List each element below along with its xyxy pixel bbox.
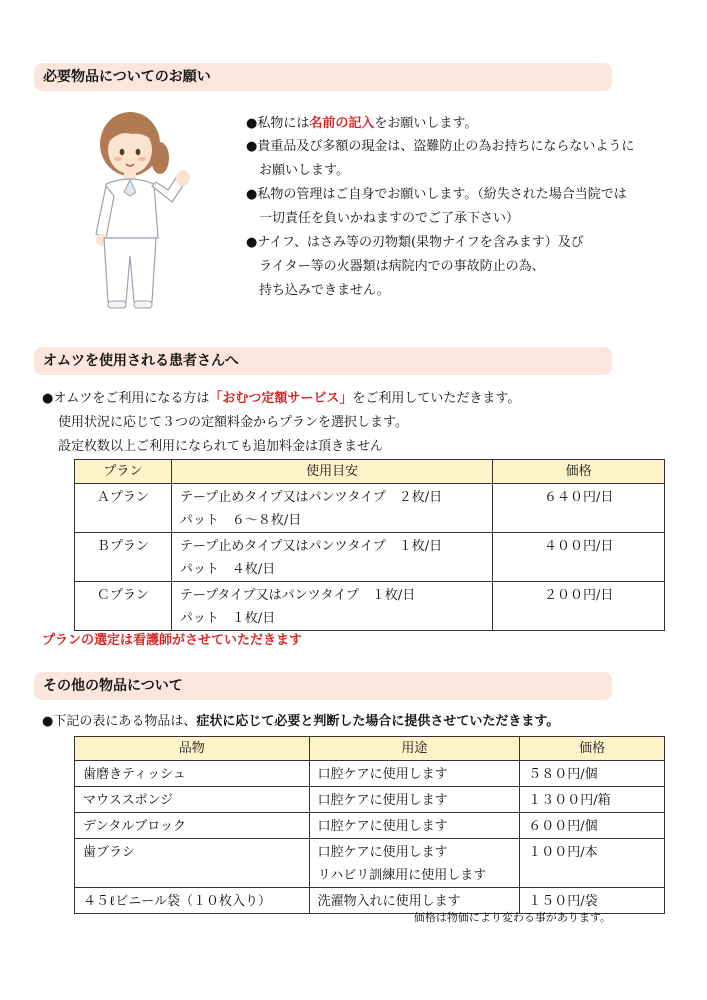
plan-usage: テープ止めタイプ又はパンツタイプ １枚/日 パット ４枚/日 — [171, 533, 492, 582]
plan-name: Ａプラン — [75, 484, 172, 533]
item-price: １５０円/袋 — [520, 888, 665, 914]
item-price: ６００円/個 — [520, 813, 665, 839]
plan-name: Ｂプラン — [75, 533, 172, 582]
item-purpose: 口腔ケアに使用します — [309, 761, 520, 787]
header-usage: 使用目安 — [171, 460, 492, 484]
bullet-valuables-line1: ●貴重品及び多額の現金は、盗難防止の為お持ちにならないように — [246, 139, 635, 154]
item-name: ４５ℓビニール袋（１０枚入り） — [75, 888, 310, 914]
bullet-management-line2: 一切責任を負いかねますのでご了承下さい） — [259, 211, 520, 226]
table-row — [75, 787, 665, 813]
bullet-knives-line1: ●ナイフ、はさみ等の刃物類(果物ナイフを含みます）及び — [246, 235, 584, 250]
item-purpose: 口腔ケアに使用します — [309, 787, 520, 813]
table-row — [75, 533, 665, 582]
header-item: 品物 — [75, 737, 310, 761]
section-header-other-items: その他の物品について — [34, 672, 612, 700]
header-purpose: 用途 — [309, 737, 520, 761]
table-row — [75, 484, 665, 533]
plan-name: Ｃプラン — [75, 582, 172, 631]
bullet-valuables-line2: お願いします。 — [259, 163, 349, 178]
diaper-plan-table — [74, 459, 665, 631]
bullet-management-line1: ●私物の管理はご自身でお願いします。（紛失された場合当院では — [246, 187, 627, 202]
item-name: 歯ブラシ — [75, 839, 310, 888]
item-purpose: 口腔ケアに使用します リハビリ訓練用に使用します — [309, 839, 520, 888]
other-items-intro: ●下記の表にある物品は、症状に応じて必要と判断した場合に提供させていただきます。 — [42, 714, 560, 729]
table-header-row — [75, 737, 665, 761]
item-price: ５８０円/個 — [520, 761, 665, 787]
price-change-note: 価格は物価により変わる事があります。 — [413, 911, 611, 924]
item-name: 歯磨きティッシュ — [75, 761, 310, 787]
table-row — [75, 839, 665, 888]
header-plan: プラン — [75, 460, 172, 484]
section-header-supplies: 必要物品についてのお願い — [34, 63, 612, 91]
nurse-illustration — [88, 106, 200, 316]
plan-price: ４００円/日 — [493, 533, 665, 582]
diaper-extra-fee-info: 設定枚数以上ご利用になられても追加料金は頂きません — [58, 439, 384, 454]
bullet-knives-line3: 持ち込みできません。 — [259, 283, 390, 298]
item-name: デンタルブロック — [75, 813, 310, 839]
header-price: 価格 — [493, 460, 665, 484]
item-price: １３００円/箱 — [520, 787, 665, 813]
item-name: マウススポンジ — [75, 787, 310, 813]
plan-price: ２００円/日 — [493, 582, 665, 631]
table-row — [75, 582, 665, 631]
diaper-intro: ●オムツをご利用になる方は「おむつ定額サービス」をご利用していただきます。 — [42, 391, 521, 406]
item-purpose: 洗濯物入れに使用します — [309, 888, 520, 914]
table-row — [75, 761, 665, 787]
plan-usage: テープ止めタイプ又はパンツタイプ ２枚/日 パット ６～８枚/日 — [171, 484, 492, 533]
plan-selection-note: プランの選定は看護師がさせていただきます — [42, 633, 303, 648]
other-items-table — [74, 736, 665, 914]
item-purpose: 口腔ケアに使用します — [309, 813, 520, 839]
table-row — [75, 813, 665, 839]
diaper-plan-info: 使用状況に応じて３つの定額料金からプランを選択します。 — [58, 415, 408, 430]
bullet-knives-line2: ライター等の火器類は病院内での事故防止の為、 — [259, 259, 545, 274]
section-header-diapers: オムツを使用される患者さんへ — [34, 347, 612, 375]
plan-usage: テープタイプ又はパンツタイプ １枚/日 パット １枚/日 — [171, 582, 492, 631]
header-price: 価格 — [520, 737, 665, 761]
table-header-row — [75, 460, 665, 484]
bullet-name-label: ●私物には名前の記入をお願いします。 — [246, 116, 478, 131]
plan-price: ６４０円/日 — [493, 484, 665, 533]
item-price: １００円/本 — [520, 839, 665, 888]
